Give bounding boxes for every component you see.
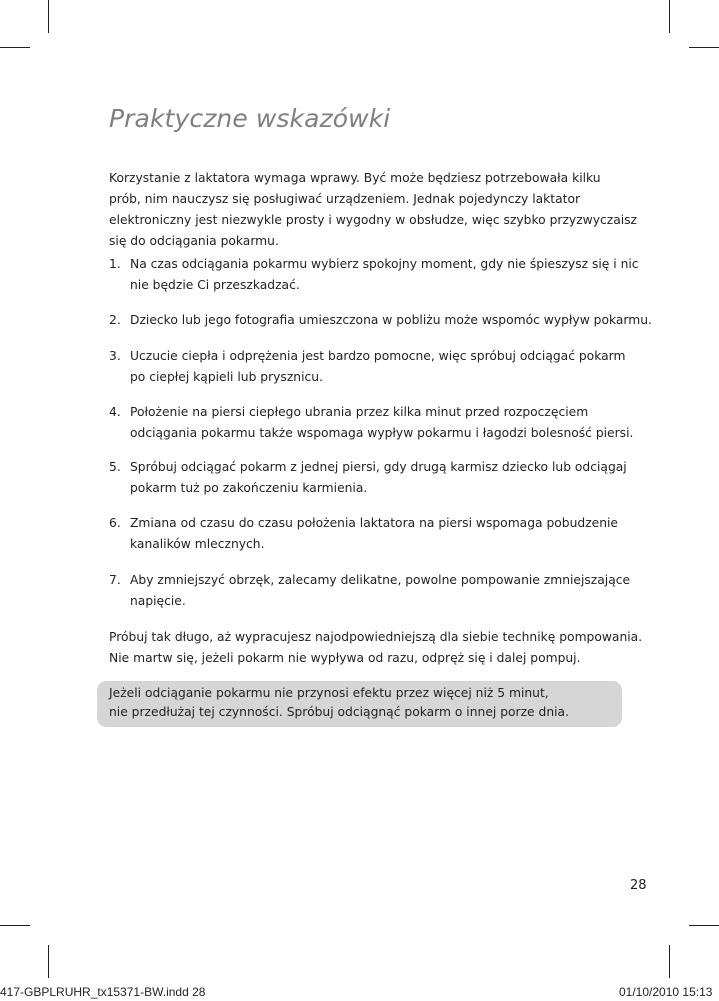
- list-item-line: Dziecko lub jego fotografia umieszczona w pobliżu może wspomóc wypływ pokarmu.: [130, 313, 652, 327]
- page-number: 28: [630, 878, 647, 893]
- list-item-text: [130, 310, 652, 331]
- list-item-number: 6.: [109, 516, 121, 530]
- intro-line: elektroniczny jest niezwykle prosty i wygodny w obsłudze, więc szybko przyzwyczaisz: [109, 213, 638, 227]
- print-slug-filename: 417-GBPLRUHR_tx15371-BW.indd 28: [0, 985, 206, 999]
- list-item-text: [130, 570, 630, 612]
- intro-line: się do odciągania pokarmu.: [109, 234, 279, 248]
- list-item-line: Na czas odciągania pokarmu wybierz spokojny moment, gdy nie śpieszysz się i nic: [130, 257, 639, 271]
- list-item-number: 1.: [109, 257, 121, 271]
- crop-mark: [689, 925, 719, 926]
- crop-mark: [48, 0, 49, 33]
- crop-mark: [689, 47, 719, 48]
- list-item-number: 2.: [109, 313, 121, 327]
- list-item-line: odciągania pokarmu także wspomaga wypływ pokarmu i łagodzi bolesność piersi.: [130, 426, 634, 440]
- crop-mark: [0, 925, 30, 926]
- callout-box: [97, 681, 622, 727]
- closing-line: Próbuj tak długo, aż wypracujesz najodpowiedniejszą dla siebie technikę pompowania.: [109, 630, 643, 644]
- list-item-line: kanalików mlecznych.: [130, 537, 265, 551]
- list-item-text: [130, 346, 625, 388]
- list-item-number: 3.: [109, 349, 121, 363]
- list-item-text: [130, 513, 618, 555]
- intro-line: prób, nim nauczysz się posługiwać urządzeniem. Jednak pojedynczy laktator: [109, 192, 581, 206]
- crop-mark: [0, 47, 30, 48]
- print-slug-timestamp: 01/10/2010 15:13: [619, 985, 713, 999]
- crop-mark: [669, 0, 670, 33]
- list-item-line: Uczucie ciepła i odprężenia jest bardzo pomocne, więc spróbuj odciągać pokarm: [130, 349, 626, 363]
- page-title: Praktyczne wskazówki: [109, 104, 391, 133]
- list-item-number: 4.: [109, 405, 121, 419]
- list-item-line: nie będzie Ci przeszkadzać.: [130, 278, 300, 292]
- list-item-text: [130, 402, 633, 444]
- intro-line: Korzystanie z laktatora wymaga wprawy. Być może będziesz potrzebowała kilku: [109, 171, 601, 185]
- list-item-line: Aby zmniejszyć obrzęk, zalecamy delikatne, powolne pompowanie zmniejszające: [130, 573, 631, 587]
- closing-line: Nie martw się, jeżeli pokarm nie wypływa od razu, odpręż się i dalej pompuj.: [109, 651, 581, 665]
- crop-mark: [48, 945, 49, 978]
- list-item-line: napięcie.: [130, 594, 186, 608]
- list-item-number: 5.: [109, 460, 121, 474]
- list-item-line: pokarm tuż po zakończeniu karmienia.: [130, 481, 368, 495]
- list-item-line: Spróbuj odciągać pokarm z jednej piersi, gdy drugą karmisz dziecko lub odciągaj: [130, 460, 627, 474]
- list-item-text: [130, 254, 639, 296]
- list-item-line: Położenie na piersi ciepłego ubrania przez kilka minut przed rozpoczęciem: [130, 405, 589, 419]
- callout-line: nie przedłużaj tej czynności. Spróbuj odciągnąć pokarm o innej porze dnia.: [109, 705, 569, 719]
- callout-line: Jeżeli odciąganie pokarmu nie przynosi efektu przez więcej niż 5 minut,: [109, 686, 549, 700]
- callout-text: [109, 684, 569, 722]
- list-item-line: Zmiana od czasu do czasu położenia laktatora na piersi wspomaga pobudzenie: [130, 516, 618, 530]
- list-item-text: [130, 457, 627, 499]
- crop-mark: [669, 945, 670, 978]
- intro-paragraph: [109, 168, 638, 252]
- closing-paragraph: [109, 627, 643, 669]
- list-item-line: po ciepłej kąpieli lub prysznicu.: [130, 370, 323, 384]
- list-item-number: 7.: [109, 573, 121, 587]
